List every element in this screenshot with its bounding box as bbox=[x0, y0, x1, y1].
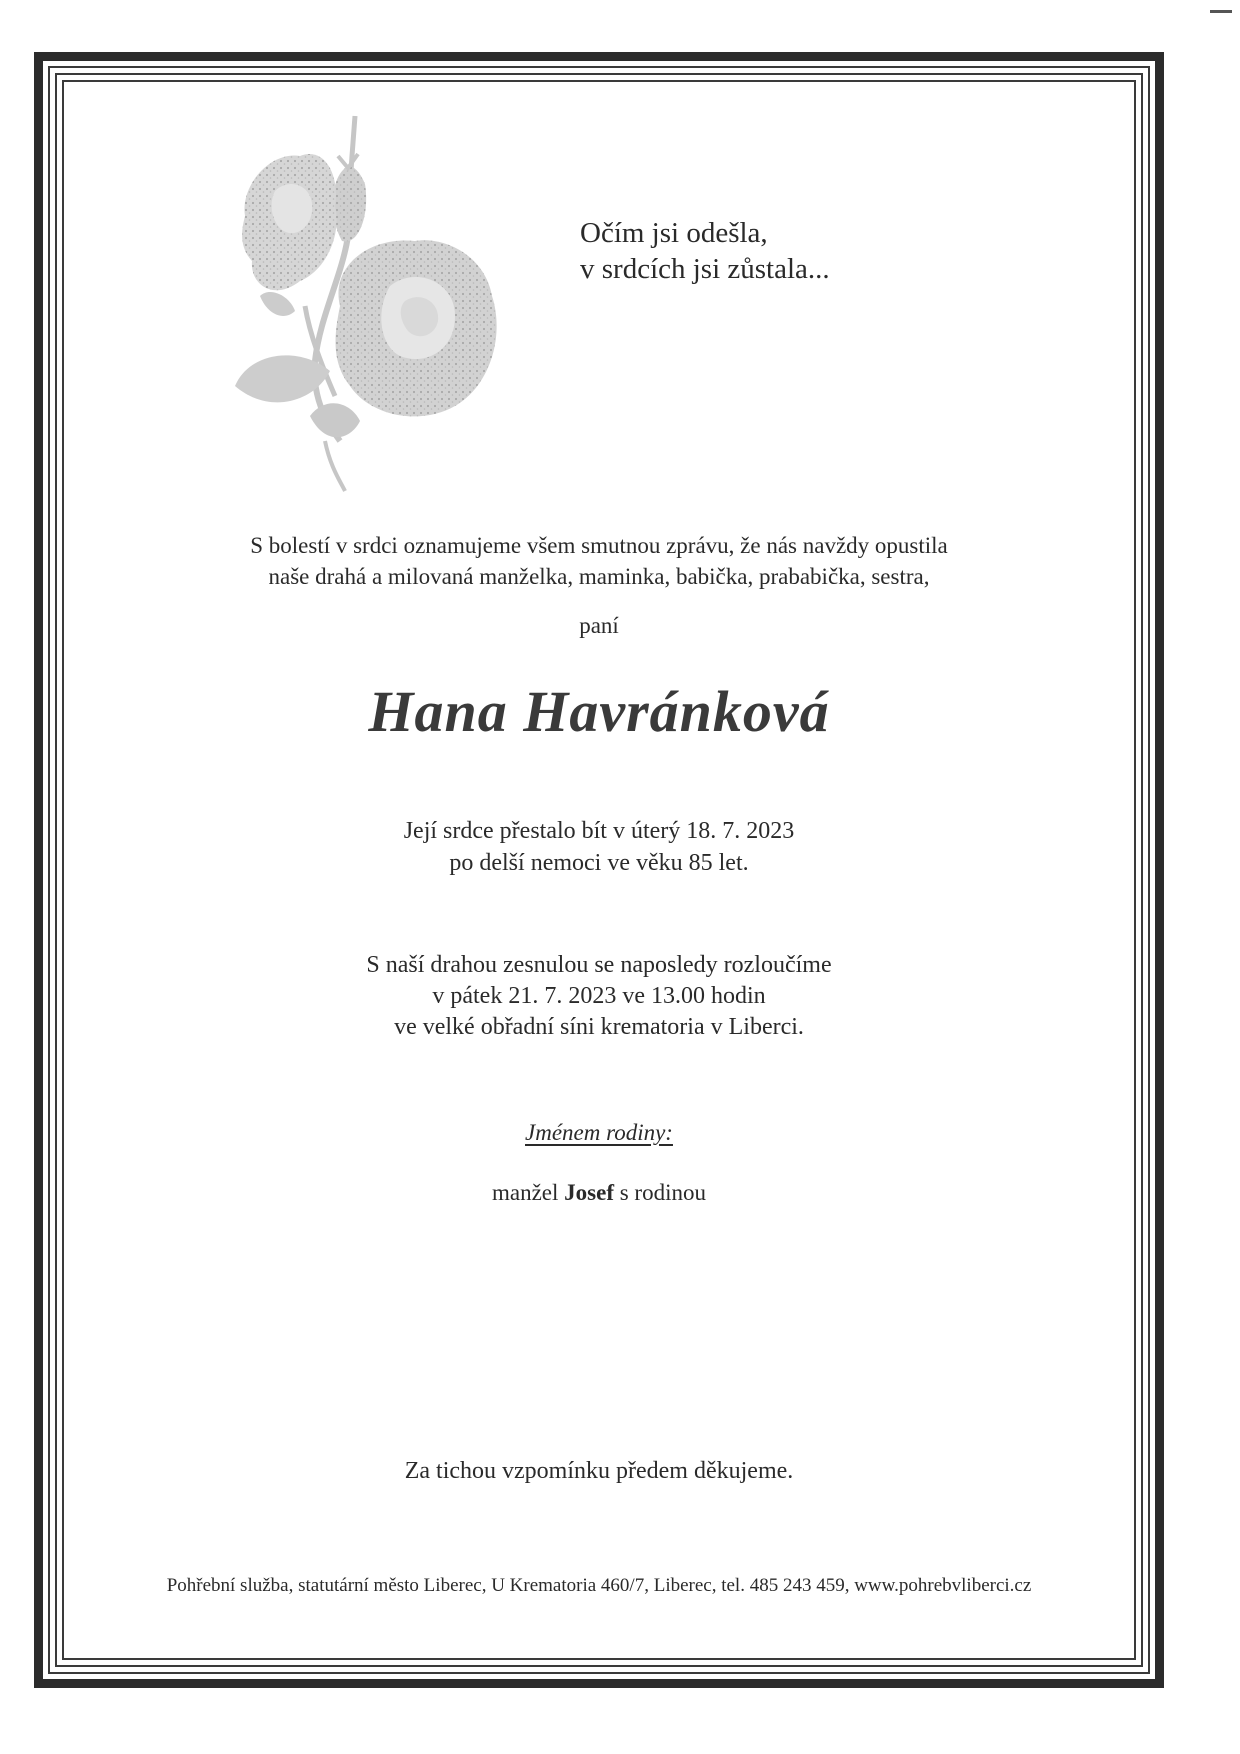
death-notice-line-2: po delší nemoci ve věku 85 let. bbox=[449, 850, 749, 876]
on-behalf-label: Jménem rodiny: bbox=[525, 1120, 673, 1145]
rose-illustration bbox=[230, 96, 550, 496]
family-name: Josef bbox=[564, 1180, 614, 1205]
farewell-line-1: S naší drahou zesnulou se naposledy rozloučíme bbox=[366, 952, 832, 978]
thanks-line: Za tichou vzpomínku předem děkujeme. bbox=[404, 1458, 794, 1484]
motto-line-1: Očím jsi odešla, bbox=[580, 217, 768, 249]
family-prefix: manžel bbox=[492, 1180, 559, 1205]
farewell-line-3: ve velké obřadní síni krematoria v Liberci. bbox=[394, 1014, 804, 1040]
death-notice-line-1: Její srdce přestalo bít v úterý 18. 7. 2023 bbox=[403, 818, 795, 844]
scan-edge-mark bbox=[1210, 10, 1232, 13]
salutation: paní bbox=[579, 613, 619, 638]
farewell-line-2: v pátek 21. 7. 2023 ve 13.00 hodin bbox=[432, 983, 766, 1009]
farewell-ceremony bbox=[62, 950, 1136, 1043]
deceased-name: Hana Havránková bbox=[368, 679, 830, 744]
motto-line-2: v srdcích jsi zůstala... bbox=[580, 253, 830, 285]
announcement-line-1: S bolestí v srdci oznamujeme všem smutnou zprávu, že nás navždy opustila bbox=[250, 533, 948, 558]
announcement-line-2: naše drahá a milovaná manželka, maminka, babička, prababička, sestra, bbox=[268, 564, 930, 589]
motto bbox=[580, 215, 830, 287]
announcement-text bbox=[62, 530, 1136, 592]
death-notice bbox=[62, 815, 1136, 879]
family-suffix: s rodinou bbox=[619, 1180, 706, 1205]
family-signature bbox=[62, 1180, 1136, 1206]
funeral-service-footer: Pohřební služba, statutární město Liberec, U Krematoria 460/7, Liberec, tel. 485 243 459, www.pohrebvliberci.cz bbox=[166, 1575, 1032, 1596]
